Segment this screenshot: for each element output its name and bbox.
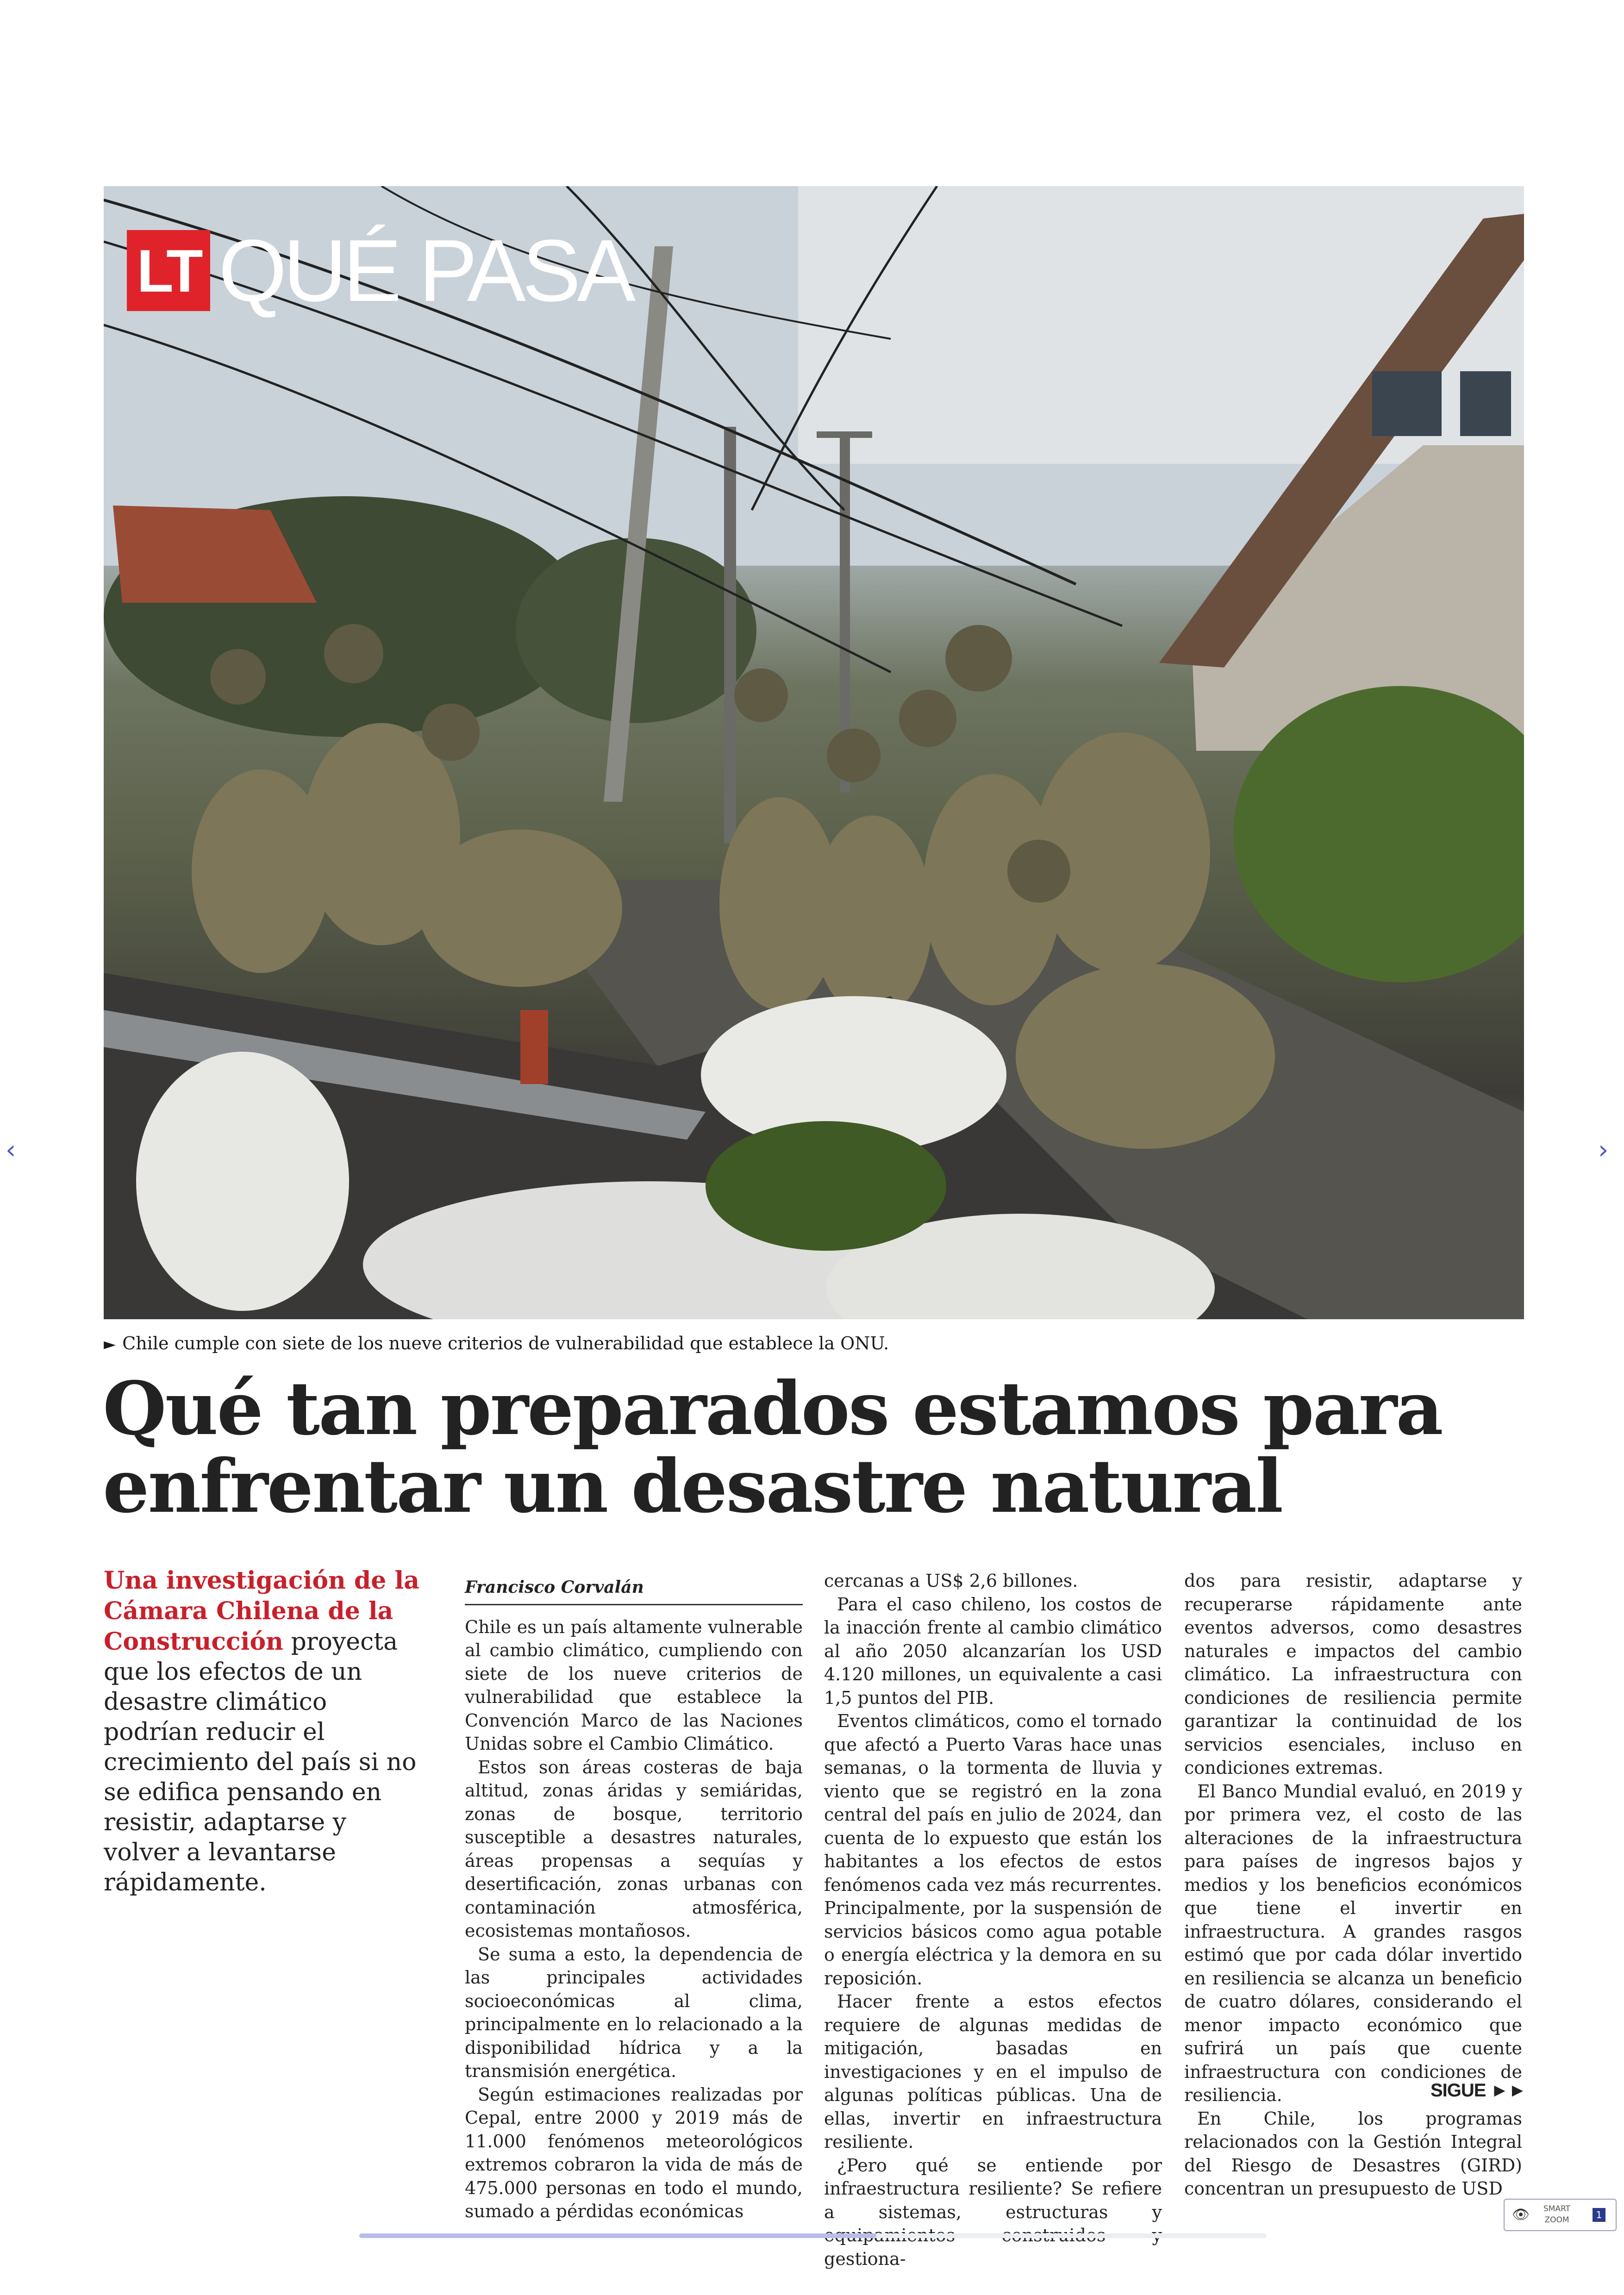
paragraph: dos para resistir, adaptarse y recuperarse rápidamente ante eventos adversos, como desastres naturales e impactos del cambio climático. La infraestructura con condiciones de resiliencia permite garantizar la continuidad de los servicios esenciales, incluso en condiciones extremas. [1184, 1571, 1522, 1778]
lt-logo: LT [127, 230, 210, 311]
paragraph: ¿Pero qué se entiende por infraestructura resiliente? Se refiere a sistemas, estructuras y gestiona- [824, 2155, 1162, 2269]
eye-icon: 👁 [1512, 2207, 1530, 2223]
masthead-logo [127, 221, 632, 320]
smart-zoom-label-line-2: ZOOM [1544, 2215, 1569, 2225]
paragraph: Eventos climáticos, como el tornado que afectó a Puerto Varas hace unas semanas, o la tormenta de lluvia y viento que se registró en la zona central del país en julio de 2024, dan cuenta de lo expuesto que están los habitantes a los efectos de estos fenómenos cada vez más recurrentes. Principalmente, por la suspensión de servicios básicos como agua potable o energía eléctrica y la demora en su reposición. [824, 1711, 1162, 1989]
prev-page-chevron-icon[interactable]: ‹ [6, 1135, 16, 1165]
body-column-3 [1184, 1569, 1522, 2201]
caption-text: Chile cumple con siete de los nueve criterios de vulnerabilidad que establece la ONU. [122, 1333, 889, 1353]
body-column-1 [465, 1576, 803, 2223]
body-column-2 [824, 1569, 1162, 2270]
caption-marker-icon: ► [104, 1335, 116, 1353]
smart-zoom-label-line-1: SMART [1543, 2204, 1571, 2214]
paragraph: En Chile, los programas relacionados con la Gestión Integral del Riesgo de Desastres (GIRD) concentran un presupuesto de USD [1184, 2108, 1522, 2199]
continue-link[interactable]: SIGUE ►► [1430, 2080, 1526, 2101]
smart-zoom-label [1543, 2203, 1570, 2226]
paragraph: Chile es un país altamente vulnerable al cambio climático, cumpliendo con siete de los nueve criterios de vulnerabilidad que establece la Convención Marco de las Naciones Unidas sobre el Cambio Climático. [465, 1616, 803, 1754]
section-name: QUÉ PASA [219, 221, 632, 320]
next-page-chevron-icon[interactable]: › [1598, 1135, 1609, 1165]
paragraph: Estos son áreas costeras de baja altitud, zonas áridas y semiáridas, zonas de bosque, territorio susceptible a desastres naturales, áreas propensas a sequías y desertificación, zonas urbanas con contaminación atmosférica, ecosistemas montañosos. [465, 1757, 803, 1941]
page-progress-fill [359, 2233, 876, 2238]
page-number-badge: 1 [1593, 2208, 1605, 2222]
deck-text: proyecta que los efectos de un desastre climático podrían reducir el crecimiento del país si no se edifica pensando en resistir, adaptarse y volver a levantarse rápidamente. [104, 1628, 417, 1896]
hero-photo [104, 186, 1524, 1319]
paragraph: Según estimaciones realizadas por Cepal, entre 2000 y 2019 más de 11.000 fenómenos meteorológicos extremos cobraron la vida de más de 475.000 personas en todo el mundo, sumado a pérdidas económicas [465, 2084, 803, 2221]
headline-line-2: enfrentar un desastre natural [103, 1444, 1282, 1529]
article-headline [103, 1366, 1492, 1529]
smart-zoom-button[interactable] [1504, 2199, 1617, 2231]
deck-highlight: Una investigación de la Cámara Chilena de la Construcción [104, 1566, 419, 1656]
paragraph: Para el caso chileno, los costos de la inacción frente al cambio climático al año 2050 alcanzarían los USD 4.120 millones, un equivalente a casi 1,5 puntos del PIB. [824, 1594, 1162, 1708]
paragraph: cercanas a US$ 2,6 billones. [824, 1571, 1078, 1591]
photo-caption [104, 1333, 889, 1353]
paragraph: Se suma a esto, la dependencia de las principales actividades socioeconómicas al clima, principalmente en lo relacionado a la disponibilidad hídrica y a la transmisión energética. [465, 1944, 803, 2081]
paragraph: El Banco Mundial evaluó, en 2019 y por primera vez, el costo de las alteraciones de la infraestructura para países de ingresos bajos y medios y los beneficios económicos que tiene el invertir en infraestructura. A grandes rasgos estimó que por cada dólar invertido en resiliencia se alcanza un beneficio de cuatro dólares, considerando el menor impacto económico que sufrirá un país que cuente infraestructura con condiciones de resiliencia. [1184, 1781, 1522, 2105]
page-progress-bar[interactable] [359, 2233, 1267, 2238]
headline-line-1: Qué tan preparados estamos para [103, 1366, 1442, 1452]
article-deck [104, 1565, 428, 1898]
paragraph: Hacer frente a estos efectos requiere de algunas medidas de mitigación, basadas en investigaciones y en el impulso de algunas políticas públicas. Una de ellas, invertir en infraestructura resiliente. [824, 1991, 1162, 2152]
author-byline: Francisco Corvalán [465, 1576, 803, 1605]
photo-illustration [104, 186, 1524, 1319]
